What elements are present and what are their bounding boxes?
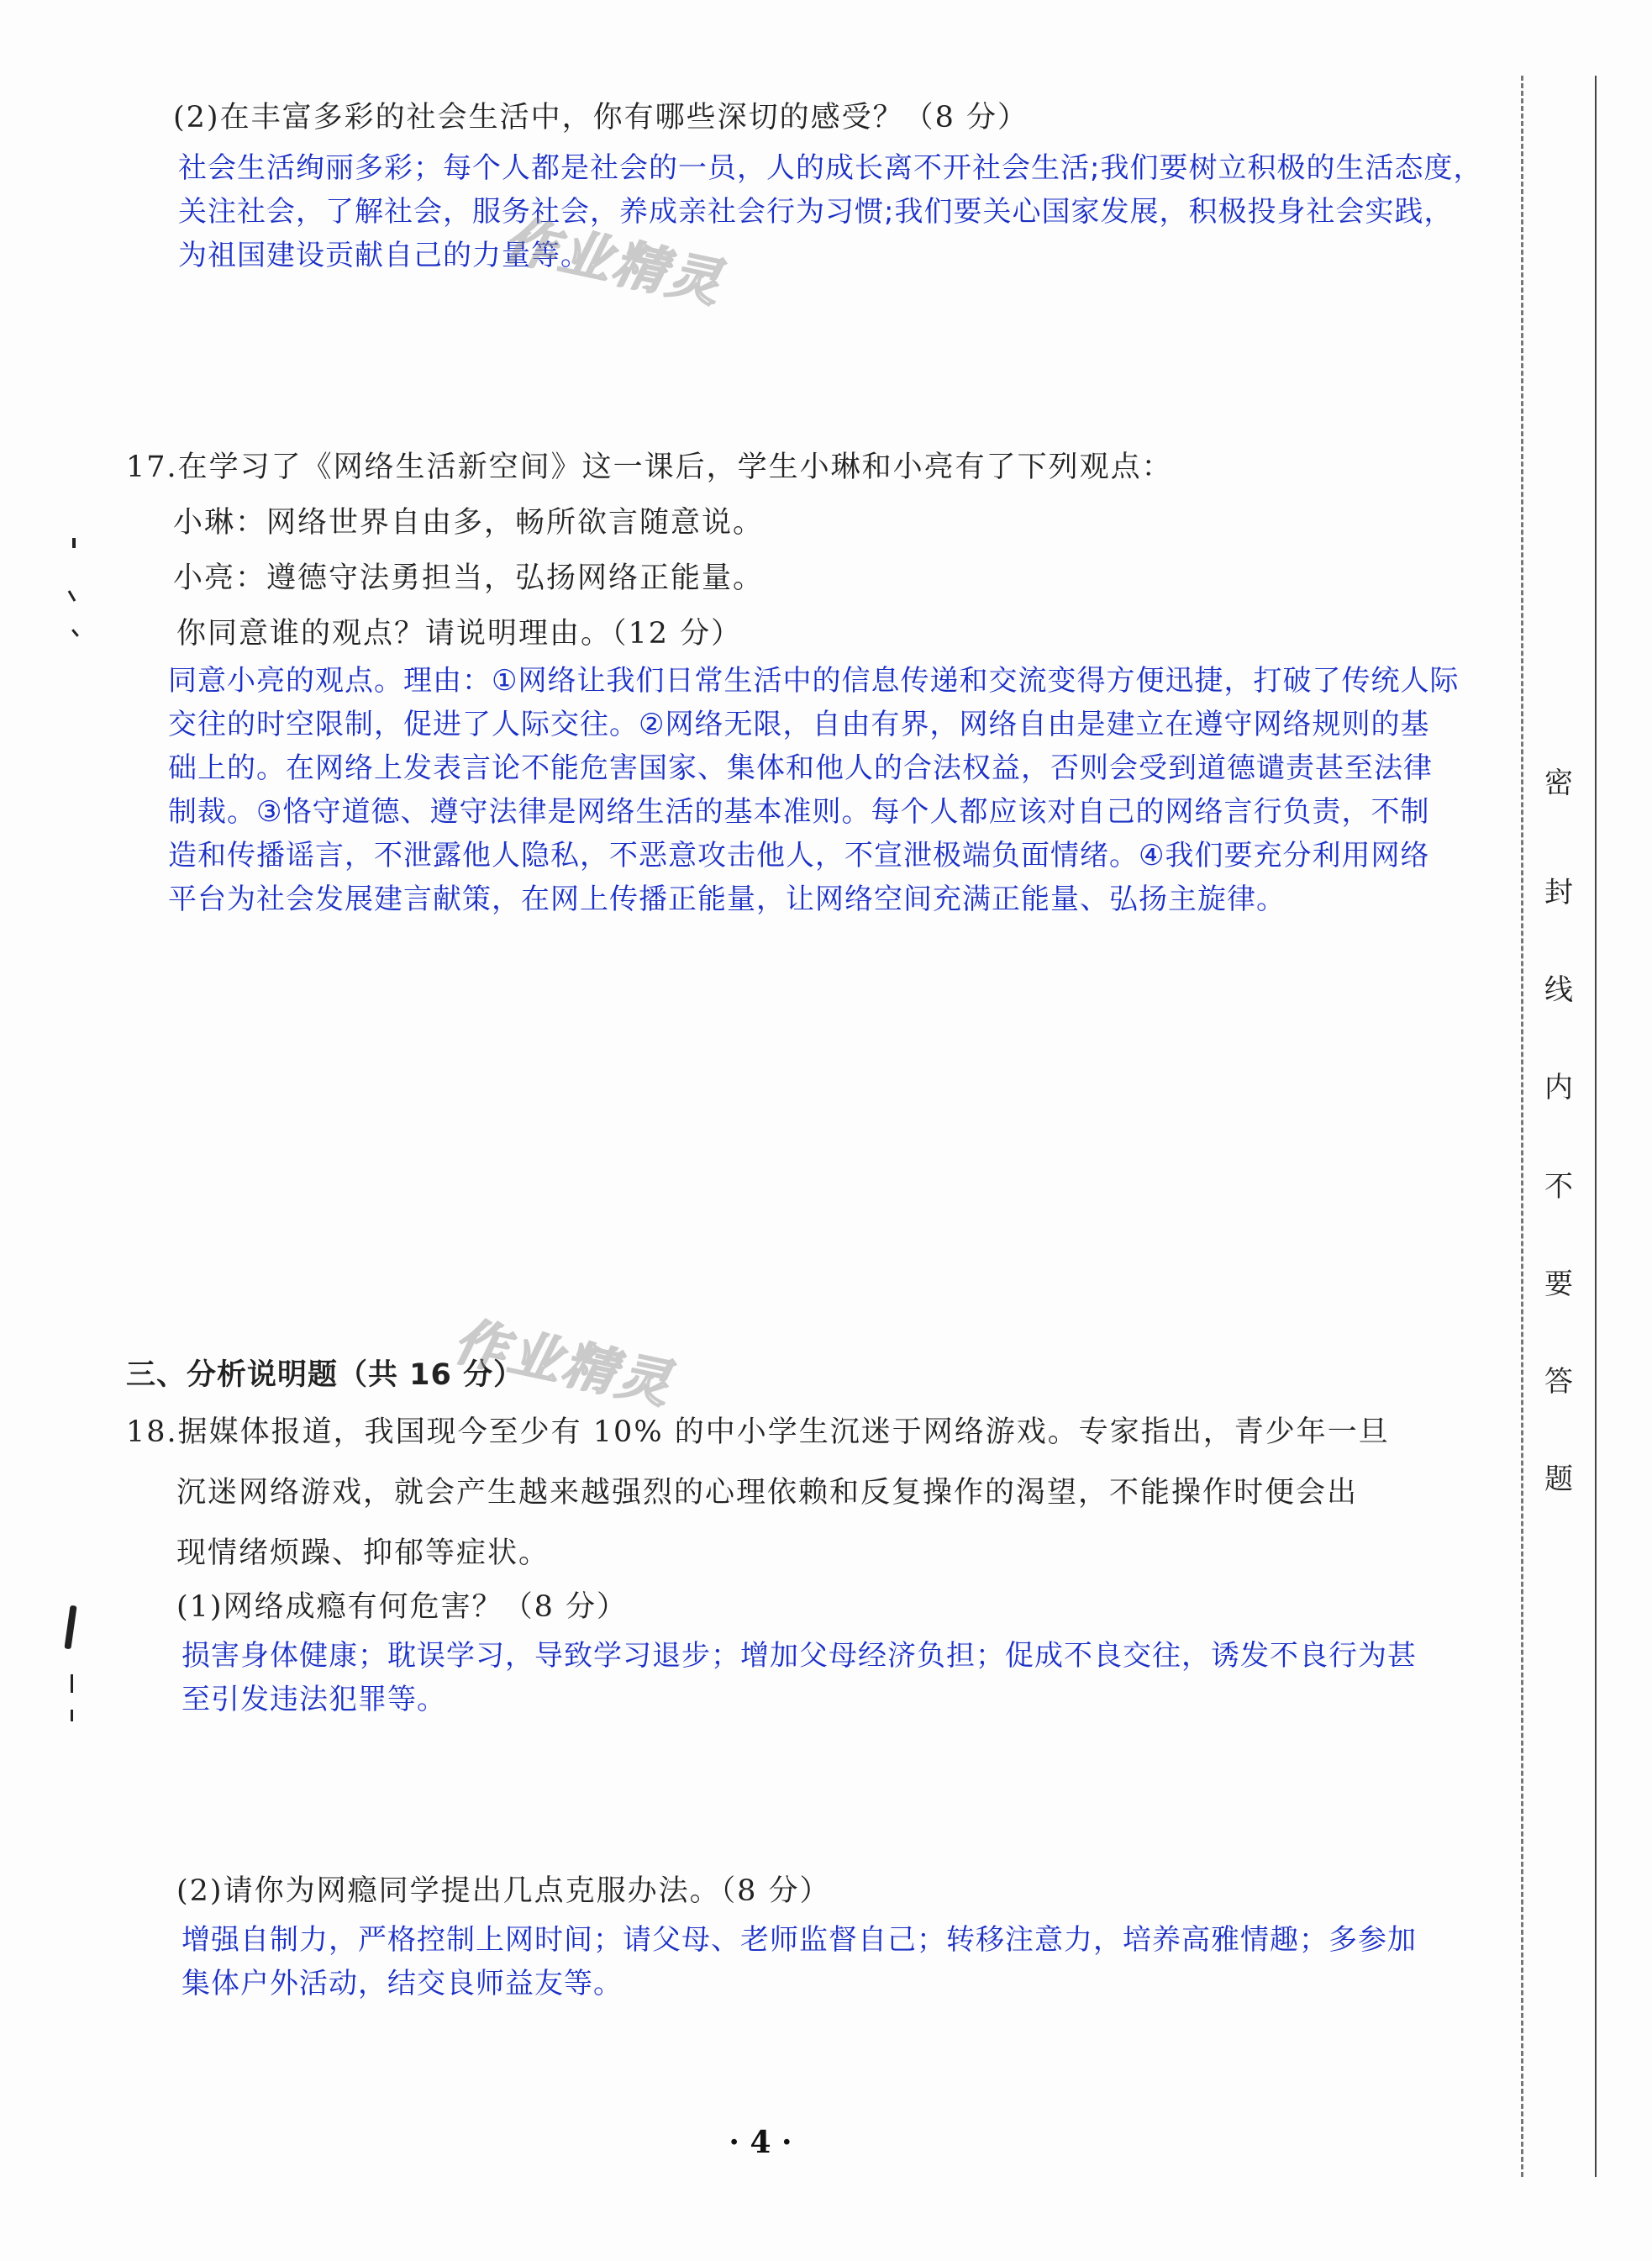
scan-mark (71, 629, 79, 637)
q18-answer2-line-2: 集体户外活动，结交良师益友等。 (182, 1967, 623, 2000)
seal-char-7: 答 (1544, 1365, 1573, 1399)
q18-sub1: (1)网络成瘾有何危害？（8 分） (176, 1590, 628, 1624)
q17-answer-line-3: 础上的。在网络上发表言论不能危害国家、集体和他人的合法权益，否则会受到道德谴责甚至法律 (168, 751, 1433, 785)
seal-char-2: 封 (1544, 876, 1573, 909)
seal-char-3: 线 (1544, 973, 1573, 1007)
scan-mark (64, 1605, 76, 1650)
q17-view-xiaoliang: 小亮：遵德守法勇担当，弘扬网络正能量。 (173, 561, 765, 595)
q18-sub2: (2)请你为网瘾同学提出几点克服办法。（8 分） (176, 1874, 831, 1908)
seal-char-6: 要 (1544, 1268, 1573, 1301)
q18-stem-line-1: 18.据媒体报道，我国现今至少有 10% 的中小学生沉迷于网络游戏。专家指出，青少年一旦 (126, 1415, 1390, 1449)
q17-answer-line-6: 平台为社会发展建言献策，在网上传播正能量，让网络空间充满正能量、弘扬主旋律。 (168, 883, 1286, 916)
seal-char-1: 密 (1544, 767, 1573, 800)
seal-char-4: 内 (1544, 1071, 1573, 1104)
q16-sub2: (2)在丰富多彩的社会生活中，你有哪些深切的感受？（8 分） (173, 101, 1029, 134)
q17-stem: 17.在学习了《网络生活新空间》这一课后，学生小琳和小亮有了下列观点： (126, 451, 1173, 484)
q17-answer-line-2: 交往的时空限制，促进了人际交往。②网络无限，自由有界，网络自由是建立在遵守网络规则的基 (168, 708, 1430, 741)
scan-mark (71, 1674, 73, 1693)
scan-mark (71, 1710, 73, 1721)
section3-title: 三、分析说明题（共 16 分） (126, 1358, 524, 1392)
q17-view-xiaolin: 小琳：网络世界自由多，畅所欲言随意说。 (173, 506, 765, 540)
scan-mark (68, 590, 76, 602)
q17-answer-line-4: 制裁。③恪守道德、遵守法律是网络生活的基本准则。每个人都应该对自己的网络言行负责，不制 (168, 795, 1430, 829)
q18-stem-line-3: 现情绪烦躁、抑郁等症状。 (176, 1536, 550, 1570)
q16-answer-line-1: 社会生活绚丽多彩；每个人都是社会的一员，人的成长离不开社会生活;我们要树立积极的生活态度， (178, 151, 1483, 185)
q17-answer-line-5: 造和传播谣言，不泄露他人隐私，不恶意攻击他人，不宣泄极端负面情绪。④我们要充分利用网络 (168, 839, 1430, 872)
watermark-1: 作业精灵 (499, 208, 729, 315)
watermark-2: 作业精灵 (449, 1310, 679, 1416)
q16-answer-line-3: 为祖国建设贡献自己的力量等。 (178, 239, 590, 272)
q18-answer1-line-2: 至引发违法犯罪等。 (182, 1683, 446, 1716)
page-number: · 4 · (729, 2125, 792, 2160)
seal-char-8: 题 (1544, 1463, 1573, 1496)
scan-mark (72, 538, 76, 548)
q16-answer-line-2: 关注社会，了解社会，服务社会，养成亲社会行为习惯;我们要关心国家发展，积极投身社会实践， (178, 195, 1454, 229)
q17-answer-line-1: 同意小亮的观点。理由：①网络让我们日常生活中的信息传递和交流变得方便迅捷，打破了传统人际 (168, 664, 1460, 698)
q18-answer2-line-1: 增强自制力，严格控制上网时间；请父母、老师监督自己；转移注意力，培养高雅情趣；多参加 (182, 1923, 1417, 1957)
q18-stem-line-2: 沉迷网络游戏，就会产生越来越强烈的心理依赖和反复操作的渴望，不能操作时便会出 (176, 1476, 1359, 1510)
seal-dashed-line (1521, 76, 1523, 2177)
seal-char-5: 不 (1544, 1170, 1573, 1204)
q17-question: 你同意谁的观点？请说明理由。（12 分） (176, 617, 743, 651)
q18-answer1-line-1: 损害身体健康；耽误学习，导致学习退步；增加父母经济负担；促成不良交往，诱发不良行为甚 (182, 1639, 1417, 1673)
binding-edge-line (1595, 76, 1597, 2177)
